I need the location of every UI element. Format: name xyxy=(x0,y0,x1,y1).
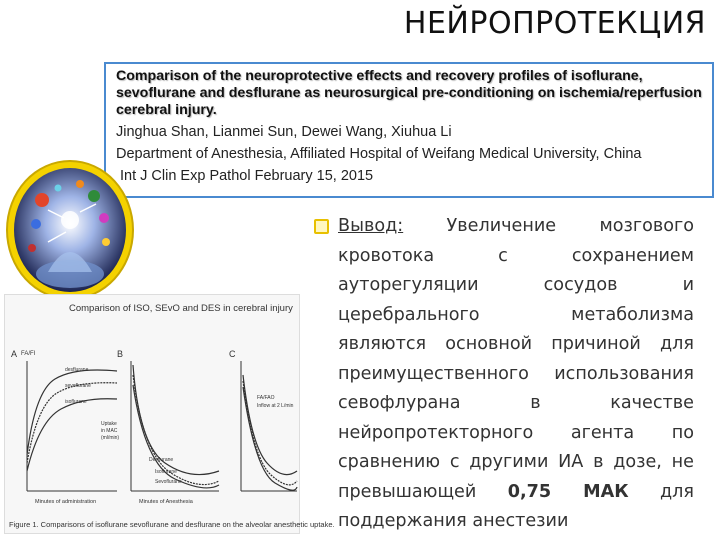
panel-b-ylabel: Uptake xyxy=(101,421,117,427)
reference-title: Comparison of the neuroprotective effects and recovery profiles of isoflurane, sevoflurane and desflurane as neurosurgical pre-conditioning on ischemia/reperfusion cerebral injury. xyxy=(116,68,702,118)
panel-b-xlabel: Minutes of Anesthesia xyxy=(139,499,193,505)
figure-caption: Figure 1. Comparisons of isoflurane sevoflurane and desflurane on the alveolar anesthetic uptake. xyxy=(9,520,335,529)
panel-c-letter: C xyxy=(229,349,236,359)
panel-a-label-isoflurane: isoflurane xyxy=(65,399,87,405)
slide-title: НЕЙРОПРОТЕКЦИЯ xyxy=(403,6,706,41)
conclusion-block xyxy=(310,212,694,534)
panel-c-ylabel: FA/FAO xyxy=(257,395,275,401)
conclusion-tail: для поддержания анестезии xyxy=(338,481,694,531)
reference-journal: Int J Clin Exp Pathol February 15, 2015 xyxy=(120,168,374,184)
panel-b-letter: B xyxy=(117,349,124,359)
anesthetic-uptake-figure xyxy=(4,294,335,534)
conclusion-label: Вывод: xyxy=(338,216,404,236)
panel-c-curve-isoflurane xyxy=(243,375,297,475)
reference-box xyxy=(104,62,714,198)
brain-molecules-illustration xyxy=(6,160,134,300)
panel-a-letter: A xyxy=(11,349,18,359)
svg-text:(ml/min): (ml/min) xyxy=(101,435,120,441)
panel-a-label-sevoflurane: sevoflurane xyxy=(65,383,91,389)
figure-panels xyxy=(5,295,301,535)
panel-a-label-desflurane: desflurane xyxy=(65,367,89,373)
checkbox-bullet-icon xyxy=(314,219,329,234)
panel-b-curve-desflurane xyxy=(133,365,219,475)
panel-a-ylabel: FA/FI xyxy=(21,351,36,357)
panel-a-xlabel: Minutes of administration xyxy=(35,499,97,505)
panel-b-label-desflurane: Desflurane xyxy=(149,457,174,463)
conclusion-highlight: 0,75 МАК xyxy=(507,481,629,502)
svg-text:in MAC: in MAC xyxy=(101,428,118,434)
reference-authors: Jinghua Shan, Lianmei Sun, Dewei Wang, Xiuhua Li xyxy=(116,124,452,140)
reference-affiliation: Department of Anesthesia, Affiliated Hospital of Weifang Medical University, China xyxy=(116,146,642,162)
conclusion-text xyxy=(338,212,694,537)
panel-c-side-label: Inflow at 2 L/min xyxy=(257,403,294,409)
figure-title: Comparison of ISO, SEvO and DES in cerebral injury xyxy=(69,303,293,314)
conclusion-body: Увеличение мозгового кровотока с сохранением ауторегуляции сосудов и церебрального метаболизма являются основной причиной для преимущественного использования севофлурана в качестве нейропротекторного агента по сравнению с другими ИА в дозе, не превышающей xyxy=(338,216,694,502)
panel-b-label-sevoflurane: Sevoflurane xyxy=(155,479,182,485)
panel-b-label-isoflurane: Isoflurane xyxy=(155,469,177,475)
